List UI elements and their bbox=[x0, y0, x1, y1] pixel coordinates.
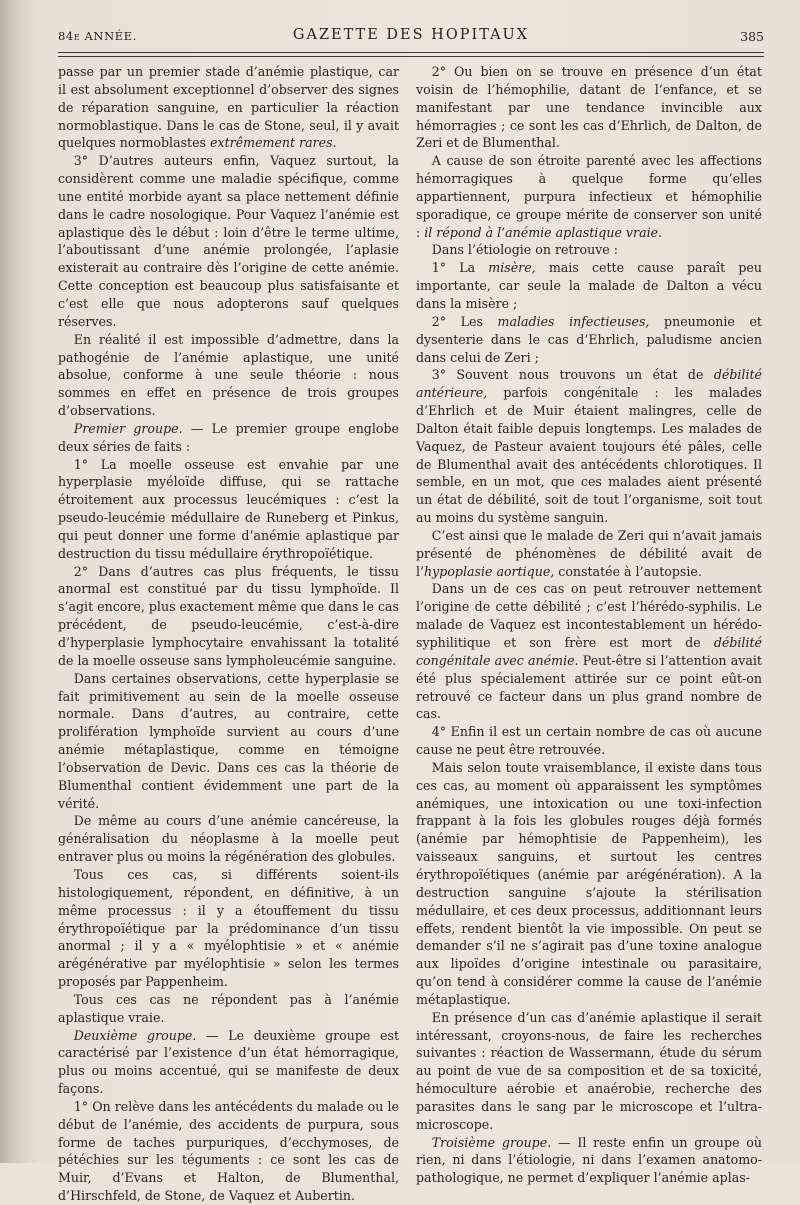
paragraph-text: Dans l’étiologie on retrouve : bbox=[431, 242, 618, 258]
paragraph bbox=[58, 63, 399, 152]
paragraph-text: Mais selon toute vraisemblance, il existe dans tous ces cas, au moment où apparaissent les symptômes anémiques, une intoxication ou une toxi-infection frappant à la fois les globules rouges déjà formés (anémie par hémophtisie de Pappenheim), les vaisseaux sanguins, et surtout les centres érythropoïétiques (anémie par arégénération). A la destruction sanguine s’ajoute la stérilisation médullaire, et ces deux processus, additionnant leurs effets, rendent bientôt la vie impossible. On peut se demander s’il ne s’agirait pas d’une toxine analogue aux lipoïdes d’origine intestinale ou parasitaire, qu’on tend à considérer comme la cause de l’anémie métaplastique. bbox=[416, 759, 762, 1007]
right-column bbox=[416, 63, 762, 1187]
paragraph bbox=[58, 563, 399, 670]
paragraph-text: constatée à l’autopsie. bbox=[554, 563, 702, 579]
paragraph-text: parfois congénitale : les malades d’Ehrlich et de Muir étaient malingres, celle de Dalton était faible depuis longtemps. Les malades de Vaquez, de Pasteur avaient toujours été pâles, celle de Blumenthal avait des antécédents chlorotiques. Il semble, en un mot, que ces malades aient présenté un état de débilité, soit de tout l’organisme, soit tout au moins du système sanguin. bbox=[416, 385, 762, 526]
paragraph-text: — Le deuxième groupe est caractérisé par l’existence d’un état hémorragique, plus ou moins accentué, qui se manifeste de deux façons. bbox=[58, 1027, 400, 1097]
emphasis-text: débilité antérieure, bbox=[416, 367, 762, 401]
paragraph-text: A cause de son étroite parenté avec les affections hémorragiques à quelque forme qu’elles appartiennent, purpura infectieux et hémophilie sporadique, ce groupe mérite de conserver son unité : bbox=[416, 153, 762, 240]
paragraph bbox=[58, 1098, 399, 1205]
header-rule-thick bbox=[58, 52, 764, 53]
paragraph-text: 2° Les bbox=[431, 313, 498, 329]
section-heading: Troisième groupe. bbox=[431, 1134, 552, 1150]
paragraph-text: En réalité il est impossible d’admettre, dans la pathogénie de l’anémie aplastique, une unité absolue, conforme à une seule théorie : nous sommes en effet en présence de trois groupes d’observations. bbox=[58, 331, 399, 419]
paragraph bbox=[58, 670, 399, 813]
paragraph-text: 2° Dans d’autres cas plus fréquents, le tissu anormal est constitué par du tissu lymphoïde. Il s’agit encore, plus exactement même que dans le cas précédent, de pseudo-leucémie, c’est-à-dire d’hyperplasie lymphocytaire envahissant la totalité de la moelle osseuse sans lympholeucémie sanguine. bbox=[58, 563, 399, 668]
paragraph bbox=[58, 152, 399, 330]
paragraph-text: passe par un premier stade d’anémie plastique, car il est absolument exceptionnel d’observer des signes de réparation sanguine, en particulier la réaction normoblastique. Dans le cas de Stone, seul, il y avait quelques normoblastes bbox=[58, 64, 399, 151]
paragraph bbox=[416, 1134, 762, 1188]
paragraph bbox=[416, 152, 762, 241]
paragraph-text: 4° Enfin il est un certain nombre de cas où aucune cause ne peut être retrouvée. bbox=[416, 724, 762, 758]
section-heading: Deuxième groupe. bbox=[73, 1027, 197, 1043]
journal-title: GAZETTE DES HOPITAUX bbox=[292, 27, 530, 43]
paragraph-text: 1° La moelle osseuse est envahie par une hyperplasie myéloïde diffuse, qui se rattache étroitement aux processus leucémiques : c’est la pseudo-leucémie médullaire de Runeberg et Pinkus, qui peut donner une forme d’anémie aplastique par destruction du tissu médullaire érythropoïétique. bbox=[58, 456, 399, 561]
paragraph bbox=[416, 259, 762, 313]
paragraph bbox=[58, 1027, 399, 1098]
header-rule-thin bbox=[58, 56, 764, 57]
paragraph-text: En présence d’un cas d’anémie aplastique il serait intéressant, croyons-nous, de faire les recherches suivantes : réaction de Wassermann, étude du sérum au point de vue de sa composition et de sa toxicité, hémoculture aérobie et anaérobie, recherche des parasites dans le sang par le microscope et l’ultra-microscope. bbox=[416, 1009, 762, 1132]
left-column bbox=[58, 63, 399, 1205]
paragraph-text: 2° Ou bien on se trouve en présence d’un état voisin de l’hémophilie, datant de l’enfance, et se manifestant par une tendance invincible aux hémorragies ; ce sont les cas d’Ehrlich, de Dalton, de Zeri et de Blumenthal. bbox=[416, 64, 762, 151]
paragraph-text: 3° D’autres auteurs enfin, Vaquez surtout, la considèrent comme une maladie spécifique, comme une entité morbide ayant sa place nettement définie dans le cadre nosologique. Pour Vaquez l’anémie est aplastique dès le début : loin d’être le terme ultime, l’aboutissant d’une anémie prolongée, l’aplasie existerait au contraire dès l’origine de cette anémie. Cette conception est beaucoup plus satisfaisante et c’est elle que nous adopterons sauf quelques réserves. bbox=[58, 153, 399, 329]
paragraph bbox=[58, 456, 399, 563]
paragraph bbox=[416, 63, 762, 152]
paragraph-text: 3° Souvent nous trouvons un état de bbox=[431, 367, 714, 383]
paragraph bbox=[58, 866, 399, 991]
emphasis-text: hypoplasie aortique, bbox=[424, 563, 555, 579]
paragraph-text: mais cette cause paraît peu importante, car seule la malade de Dalton a vécu dans la misère ; bbox=[416, 260, 762, 311]
paragraph bbox=[416, 580, 762, 723]
paragraph-text: 1° On relève dans les antécédents du malade ou le début de l’anémie, des accidents de purpura, sous forme de taches purpuriques, d’ecchymoses, de pétéchies sur les téguments : ce sont les cas de Muir, d’Evans et Halton, de Blumenthal, d’Hirschfeld, de Stone, de Vaquez et Aubertin. bbox=[58, 1098, 399, 1204]
paragraph-text: Tous ces cas, si différents soient-ils histologiquement, répondent, en définitive, à un même processus : il y a étouffement du tissu érythropoïétique par la prédominance d’un tissu anormal ; il y a « myélophtisie » et « anémie arégénérative par myélophtisie » selon les termes proposés par Pappenheim. bbox=[58, 866, 399, 990]
running-header bbox=[58, 27, 764, 47]
section-heading: Premier groupe. bbox=[73, 420, 183, 436]
emphasis-text: débilité congénitale avec anémie. bbox=[416, 635, 762, 668]
paragraph bbox=[58, 420, 399, 456]
paragraph bbox=[416, 241, 762, 259]
paragraph-text: — Il reste enfin un groupe où rien, ni dans l’étiologie, ni dans l’examen anatomo-pathologique, ne permet d’expliquer l’anémie aplas- bbox=[416, 1134, 762, 1186]
paragraph-text: Dans un de ces cas on peut retrouver nettement l’origine de cette débilité ; c’est l’hérédo-syphilis. Le malade de Vaquez est incontestablement un hérédo-syphilitique et son frère est mort de bbox=[416, 581, 762, 650]
emphasis-text: extrêmement rares. bbox=[210, 135, 337, 151]
paragraph bbox=[58, 812, 399, 866]
volume-label: 84e ANNÉE. bbox=[58, 29, 138, 43]
paragraph bbox=[58, 331, 399, 420]
paragraph-text: pneumonie et dysenterie dans le cas d’Ehrlich, paludisme ancien dans celui de Zeri ; bbox=[416, 313, 762, 365]
paragraph-text: De même au cours d’une anémie cancéreuse, la généralisation du néoplasme à la moelle peut entraver plus ou moins la régénération des globules. bbox=[58, 813, 399, 865]
paragraph-text: — Le premier groupe englobe deux séries de faits : bbox=[58, 420, 399, 454]
page-number: 385 bbox=[740, 29, 764, 44]
paragraph bbox=[416, 1009, 762, 1134]
paragraph bbox=[416, 366, 762, 527]
paragraph bbox=[416, 313, 762, 367]
emphasis-text: il répond à l’anémie aplastique vraie. bbox=[424, 224, 663, 240]
paragraph bbox=[58, 991, 399, 1027]
paragraph bbox=[416, 723, 762, 759]
paragraph-text: C’est ainsi que le malade de Zeri qui n’avait jamais présenté de phénomènes de débilité avait de l’ bbox=[416, 527, 762, 579]
paragraph bbox=[416, 527, 762, 581]
emphasis-text: maladies infectieuses, bbox=[497, 313, 650, 329]
paragraph bbox=[416, 759, 762, 1009]
paragraph-text: 1° La bbox=[431, 260, 489, 276]
paragraph-text: Dans certaines observations, cette hyperplasie se fait primitivement au sein de la moelle osseuse normale. Dans d’autres, au contraire, cette prolifération lymphoïde survient au cours d’une anémie métaplastique, comme en témoigne l’observation de Devic. Dans ces cas la théorie de Blumenthal contient évidemment une part de la vérité. bbox=[58, 670, 399, 811]
emphasis-text: misère, bbox=[488, 260, 536, 276]
paragraph-text: Peut-être si l’attention avait été plus spécialement attirée sur ce point eût-on retrouvé ce facteur dans un plus grand nombre de cas. bbox=[416, 652, 762, 722]
paragraph-text: Tous ces cas ne répondent pas à l’anémie aplastique vraie. bbox=[58, 991, 399, 1025]
